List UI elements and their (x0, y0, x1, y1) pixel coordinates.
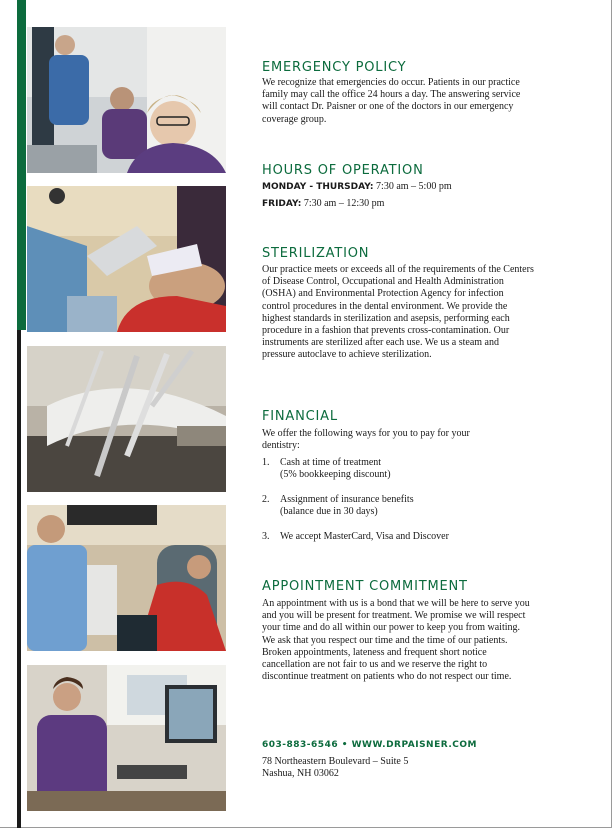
financial-intro: We offer the following ways for you to pay for your dentistry: (262, 428, 470, 452)
left-green-accent-bar (17, 0, 26, 330)
hours-time: 7:30 am – 5:00 pm (376, 181, 452, 192)
hours-time: 7:30 am – 12:30 pm (303, 198, 385, 209)
list-text-line1: Cash at time of treatment (280, 457, 382, 468)
hours-day-label: FRIDAY: (262, 199, 302, 209)
hours-heading: HOURS OF OPERATION (262, 163, 424, 178)
sterilization-heading: STERILIZATION (262, 246, 370, 261)
address-line-1: 78 Northeastern Boulevard – Suite 5 (262, 756, 409, 767)
hours-day-label: MONDAY - THURSDAY: (262, 182, 374, 192)
instruments-photo (27, 346, 226, 492)
financial-heading: FINANCIAL (262, 409, 338, 424)
staff-photo-1 (27, 27, 226, 173)
list-number: 3. (262, 531, 270, 542)
appointment-heading: APPOINTMENT COMMITMENT (262, 579, 468, 594)
list-text-line2: (balance due in 30 days) (280, 506, 378, 517)
emergency-policy-body: We recognize that emergencies do occur. Patients in our practice family may call the office 24 hours a day. The answering service will contact Dr. Paisner or one of the doctors in our emergency coverage group. (262, 77, 521, 125)
emergency-policy-heading: EMERGENCY POLICY (262, 60, 407, 75)
address-line-2: Nashua, NH 03062 (262, 768, 339, 779)
hours-row-fri (262, 198, 384, 209)
sterilization-body: Our practice meets or exceeds all of the requirements of the Centers of Disease Control, Occupational and Health Administration (OSHA) and Environmental Protection Agency for infection control procedures in the dental environment. We provide the highest standards in sterilization and asepsis, performing each procedure in a fashion that prevents cross-contamination. Our instruments are sterilized after each use. We us a steam and pressure autoclave to achieve sterilization. (262, 264, 534, 361)
list-text-line1: We accept MasterCard, Visa and Discover (280, 531, 449, 542)
appointment-body: An appointment with us is a bond that we will be here to serve you and you will be present for treatment. We promise we will respect your time and do all within our power to keep you from waiting. We ask that you respect our time and the time of our patients. Broken appointments, lateness and frequent short notice cancellation are not fair to us and we reserve the right to discontinue treatment on patients who do not respect our time. (262, 598, 530, 683)
staff-computer-photo (27, 665, 226, 811)
hours-row-mon-thu (262, 181, 452, 192)
phone-website-line: 603-883-6546 • WWW.DRPAISNER.COM (262, 740, 477, 750)
procedure-photo (27, 186, 226, 332)
list-number: 2. (262, 494, 270, 505)
list-text-line2: (5% bookkeeping discount) (280, 469, 391, 480)
list-number: 1. (262, 457, 270, 468)
list-text-line1: Assignment of insurance benefits (280, 494, 414, 505)
doctor-patient-photo (27, 505, 226, 651)
